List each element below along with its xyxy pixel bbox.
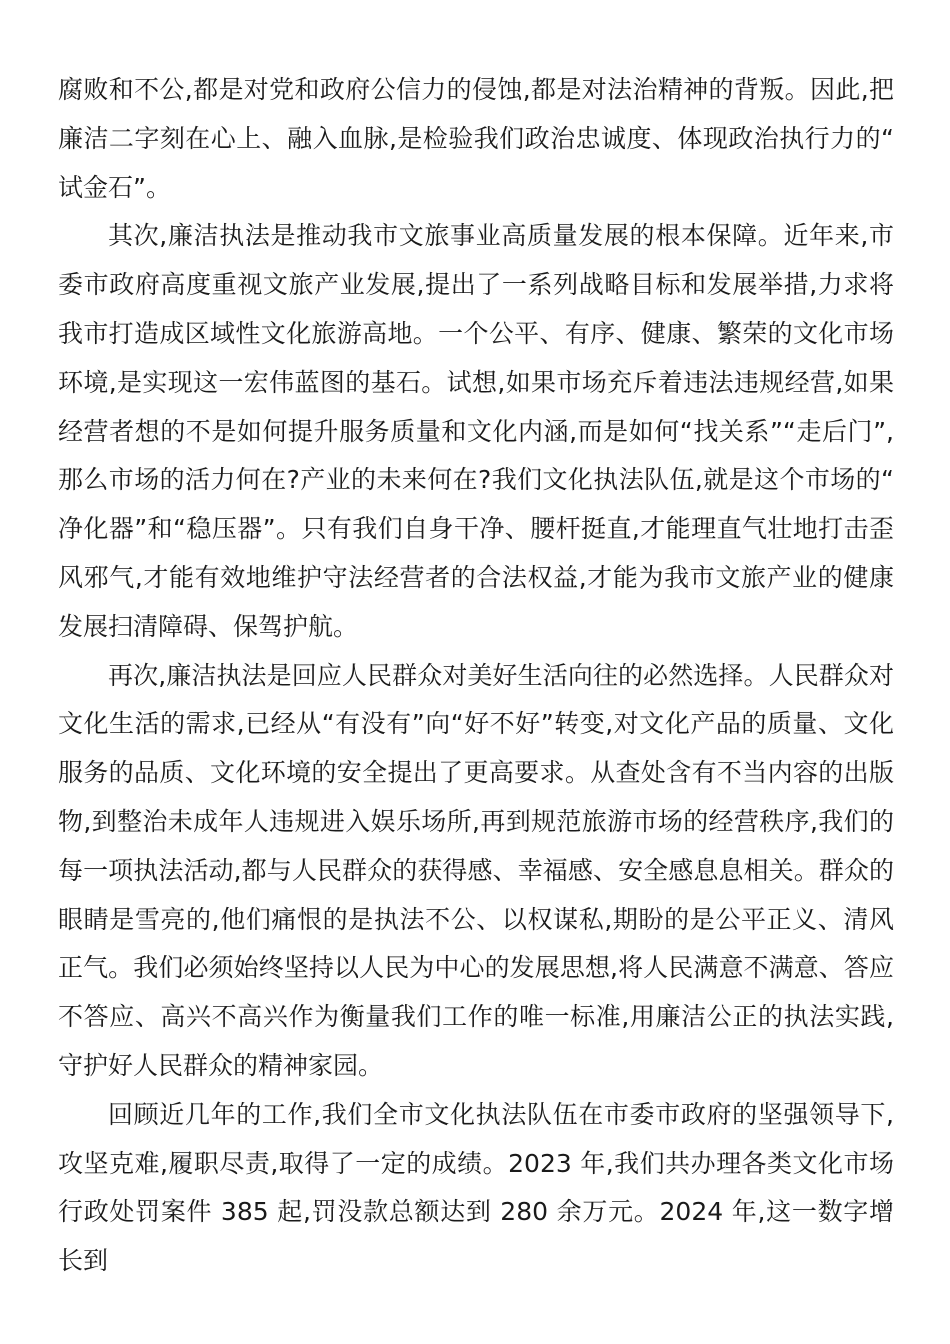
paragraph-thirdly: 再次,廉洁执法是回应人民群众对美好生活向往的必然选择。人民群众对文化生活的需求,已经从“有没有”向“好不好”转变,对文化产品的质量、文化服务的品质、文化环境的安全提出了更高要求。从查处含有不当内容的出版物,到整治未成年人违规进入娱乐场所,再到规范旅游市场的经营秩序,我们的每一项执法活动,都与人民群众的获得感、幸福感、安全感息息相关。群众的眼睛是雪亮的,他们痛恨的是执法不公、以权谋私,期盼的是公平正义、清风正气。我们必须始终坚持以人民为中心的发展思想,将人民满意不满意、答应不答应、高兴不高兴作为衡量我们工作的唯一标准,用廉洁公正的执法实践,守护好人民群众的精神家园。	[58, 660, 894, 1080]
document-body	[58, 66, 894, 1286]
paragraph-continued: 腐败和不公,都是对党和政府公信力的侵蚀,都是对法治精神的背叛。因此,把廉洁二字刻在心上、融入血脉,是检验我们政治忠诚度、体现政治执行力的“试金石”。	[58, 75, 894, 202]
paragraph-review: 回顾近几年的工作,我们全市文化执法队伍在市委市政府的坚强领导下,攻坚克难,履职尽责,取得了一定的成绩。2023 年,我们共办理各类文化市场行政处罚案件 385 起,罚没款总额达到 280 余万元。2024 年,这一数字增长到	[58, 1099, 894, 1276]
paragraph-secondly: 其次,廉洁执法是推动我市文旅事业高质量发展的根本保障。近年来,市委市政府高度重视文旅产业发展,提出了一系列战略目标和发展举措,力求将我市打造成区域性文化旅游高地。一个公平、有序、健康、繁荣的文化市场环境,是实现这一宏伟蓝图的基石。试想,如果市场充斥着违法违规经营,如果经营者想的不是如何提升服务质量和文化内涵,而是如何“找关系”“走后门”,那么市场的活力何在?产业的未来何在?我们文化执法队伍,就是这个市场的“净化器”和“稳压器”。只有我们自身干净、腰杆挺直,才能理直气壮地打击歪风邪气,才能有效地维护守法经营者的合法权益,才能为我市文旅产业的健康发展扫清障碍、保驾护航。	[58, 221, 894, 641]
